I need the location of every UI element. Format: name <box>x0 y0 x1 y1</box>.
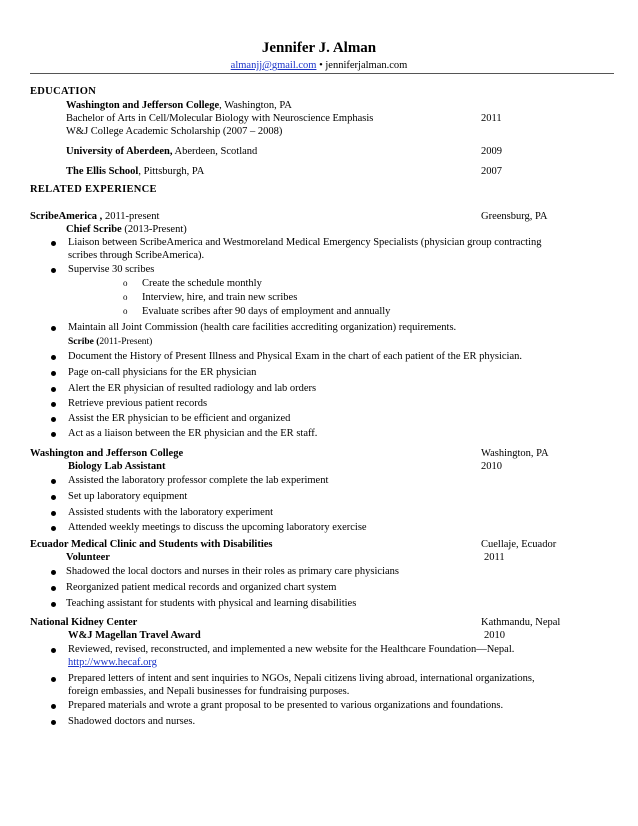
edu-aberdeen-year: 2009 <box>481 146 502 157</box>
scribe-task-2: Page on-call physicians for the ER physician <box>68 367 257 378</box>
ecuador-location: Cuellaje, Ecuador <box>481 539 557 550</box>
scribe-bullet-2: Supervise 30 scribes <box>68 264 155 275</box>
bullet-icon <box>51 326 56 331</box>
scribe-sub-3: Evaluate scribes after 90 days of employment and annually <box>142 306 391 317</box>
wj-bullet-4: Attended weekly meetings to discuss the upcoming laboratory exercise <box>68 522 367 533</box>
nepal-bullet-2a: Prepared letters of intent and sent inquiries to NGOs, Nepali citizens living abroad, international organizations, <box>68 673 535 684</box>
scribe-task-1: Document the History of Present Illness and Physical Exam in the chart of each patient of the ER physician. <box>68 351 523 362</box>
scribe-bullet-3: Maintain all Joint Commission (health care facilities accrediting organization) requirements. <box>68 322 457 333</box>
edu-ellis-year: 2007 <box>481 166 502 177</box>
bullet-icon <box>51 602 56 607</box>
website-text: jenniferjalman.com <box>325 60 408 71</box>
bullet-icon <box>51 586 56 591</box>
ecuador-role: Volunteer <box>66 552 110 563</box>
scribe-task-6: Act as a liaison between the ER physician and the ER staff. <box>68 428 318 439</box>
nepal-bullet-4: Shadowed doctors and nurses. <box>68 716 196 727</box>
contact-separator: • <box>316 60 326 71</box>
bullet-icon <box>51 479 56 484</box>
scribe-role1-dates: (2013-Present) <box>121 224 187 235</box>
circle-bullet-icon: o <box>123 278 128 288</box>
wj-year: 2010 <box>481 461 502 472</box>
scribe-role2-line <box>68 336 152 349</box>
ecuador-year: 2011 <box>484 552 505 563</box>
wj-role: Biology Lab Assistant <box>68 461 166 472</box>
bullet-icon <box>51 417 56 422</box>
bullet-icon <box>51 677 56 682</box>
bullet-icon <box>51 241 56 246</box>
scribe-task-4: Retrieve previous patient records <box>68 398 208 409</box>
bullet-icon <box>51 402 56 407</box>
scribe-dates: 2011-present <box>102 211 160 222</box>
edu-ellis-line <box>66 165 204 178</box>
scribe-sub-1: Create the schedule monthly <box>142 278 262 289</box>
circle-bullet-icon: o <box>123 306 128 316</box>
wj-bullet-2: Set up laboratory equipment <box>68 491 188 502</box>
scribe-sub-2: Interview, hire, and train new scribes <box>142 292 298 303</box>
wj-bullet-1: Assisted the laboratory professor complete the lab experiment <box>68 475 329 486</box>
nepal-org: National Kidney Center <box>30 617 138 628</box>
ecuador-bullet-1: Shadowed the local doctors and nurses in their roles as primary care physicians <box>66 566 399 577</box>
scribe-bullet-1a: Liaison between ScribeAmerica and Westmoreland Medical Emergency Specialists (physician group contracting <box>68 237 542 248</box>
scribe-role2: Scribe ( <box>68 337 100 347</box>
edu-aberdeen-school: University of Aberdeen, <box>66 146 173 157</box>
scribe-role2-dates: 2011-Present) <box>99 337 153 347</box>
scribe-location: Greensburg, PA <box>481 211 548 222</box>
bullet-icon <box>51 704 56 709</box>
scribe-org: ScribeAmerica , <box>30 211 103 222</box>
circle-bullet-icon: o <box>123 292 128 302</box>
scribe-role1-line <box>66 223 187 236</box>
bullet-icon <box>51 570 56 575</box>
edu-wj-school: Washington and Jefferson College <box>66 100 220 111</box>
bullet-icon <box>51 268 56 273</box>
resume-name: Jennifer J. Alman <box>261 40 377 56</box>
wj-org: Washington and Jefferson College <box>30 448 184 459</box>
wj-bullet-3: Assisted students with the laboratory experiment <box>68 507 274 518</box>
nepal-year: 2010 <box>484 630 505 641</box>
edu-wj-line <box>66 99 292 112</box>
education-heading: EDUCATION <box>30 86 97 97</box>
ecuador-bullet-3: Teaching assistant for students with physical and learning disabilities <box>66 598 357 609</box>
nepal-bullet-1: Reviewed, revised, reconstructed, and implemented a new website for the Healthcare Foundation—Nepal. <box>68 644 515 655</box>
header-divider <box>30 73 614 74</box>
hecaf-link[interactable]: http://www.hecaf.org <box>68 657 157 668</box>
scribe-role1: Chief Scribe <box>66 224 122 235</box>
wj-location: Washington, PA <box>481 448 549 459</box>
email-link[interactable]: almanjj@gmail.com <box>230 60 317 71</box>
nepal-bullet-3: Prepared materials and wrote a grant proposal to be presented to various organizations and foundations. <box>68 700 504 711</box>
bullet-icon <box>51 432 56 437</box>
bullet-icon <box>51 495 56 500</box>
bullet-icon <box>51 526 56 531</box>
contact-line <box>0 59 638 72</box>
bullet-icon <box>51 371 56 376</box>
bullet-icon <box>51 355 56 360</box>
edu-wj-award: W&J College Academic Scholarship (2007 – 2008) <box>66 126 283 137</box>
scribe-bullet-1b: scribes through ScribeAmerica). <box>68 250 205 261</box>
edu-ellis-school: The Ellis School <box>66 166 139 177</box>
scribe-task-3: Alert the ER physician of resulted radiology and lab orders <box>68 383 317 394</box>
bullet-icon <box>51 511 56 516</box>
edu-wj-loc: , Washington, PA <box>219 100 292 111</box>
scribe-org-line <box>30 210 159 223</box>
nepal-role: W&J Magellan Travel Award <box>68 630 201 641</box>
bullet-icon <box>51 720 56 725</box>
edu-ellis-loc: , Pittsburgh, PA <box>138 166 205 177</box>
edu-wj-year: 2011 <box>481 113 502 124</box>
ecuador-bullet-2: Reorganized patient medical records and organized chart system <box>66 582 337 593</box>
bullet-icon <box>51 648 56 653</box>
scribe-task-5: Assist the ER physician to be efficient and organized <box>68 413 291 424</box>
experience-heading: RELATED EXPERIENCE <box>30 184 157 195</box>
nepal-bullet-2b: foreign embassies, and Nepali businesses for fundraising purposes. <box>68 686 350 697</box>
ecuador-org: Ecuador Medical Clinic and Students with Disabilities <box>30 539 273 550</box>
edu-wj-degree: Bachelor of Arts in Cell/Molecular Biology with Neuroscience Emphasis <box>66 113 374 124</box>
bullet-icon <box>51 387 56 392</box>
nepal-location: Kathmandu, Nepal <box>481 617 561 628</box>
edu-aberdeen-loc: Aberdeen, Scotland <box>172 146 258 157</box>
edu-aberdeen-line <box>66 145 257 158</box>
